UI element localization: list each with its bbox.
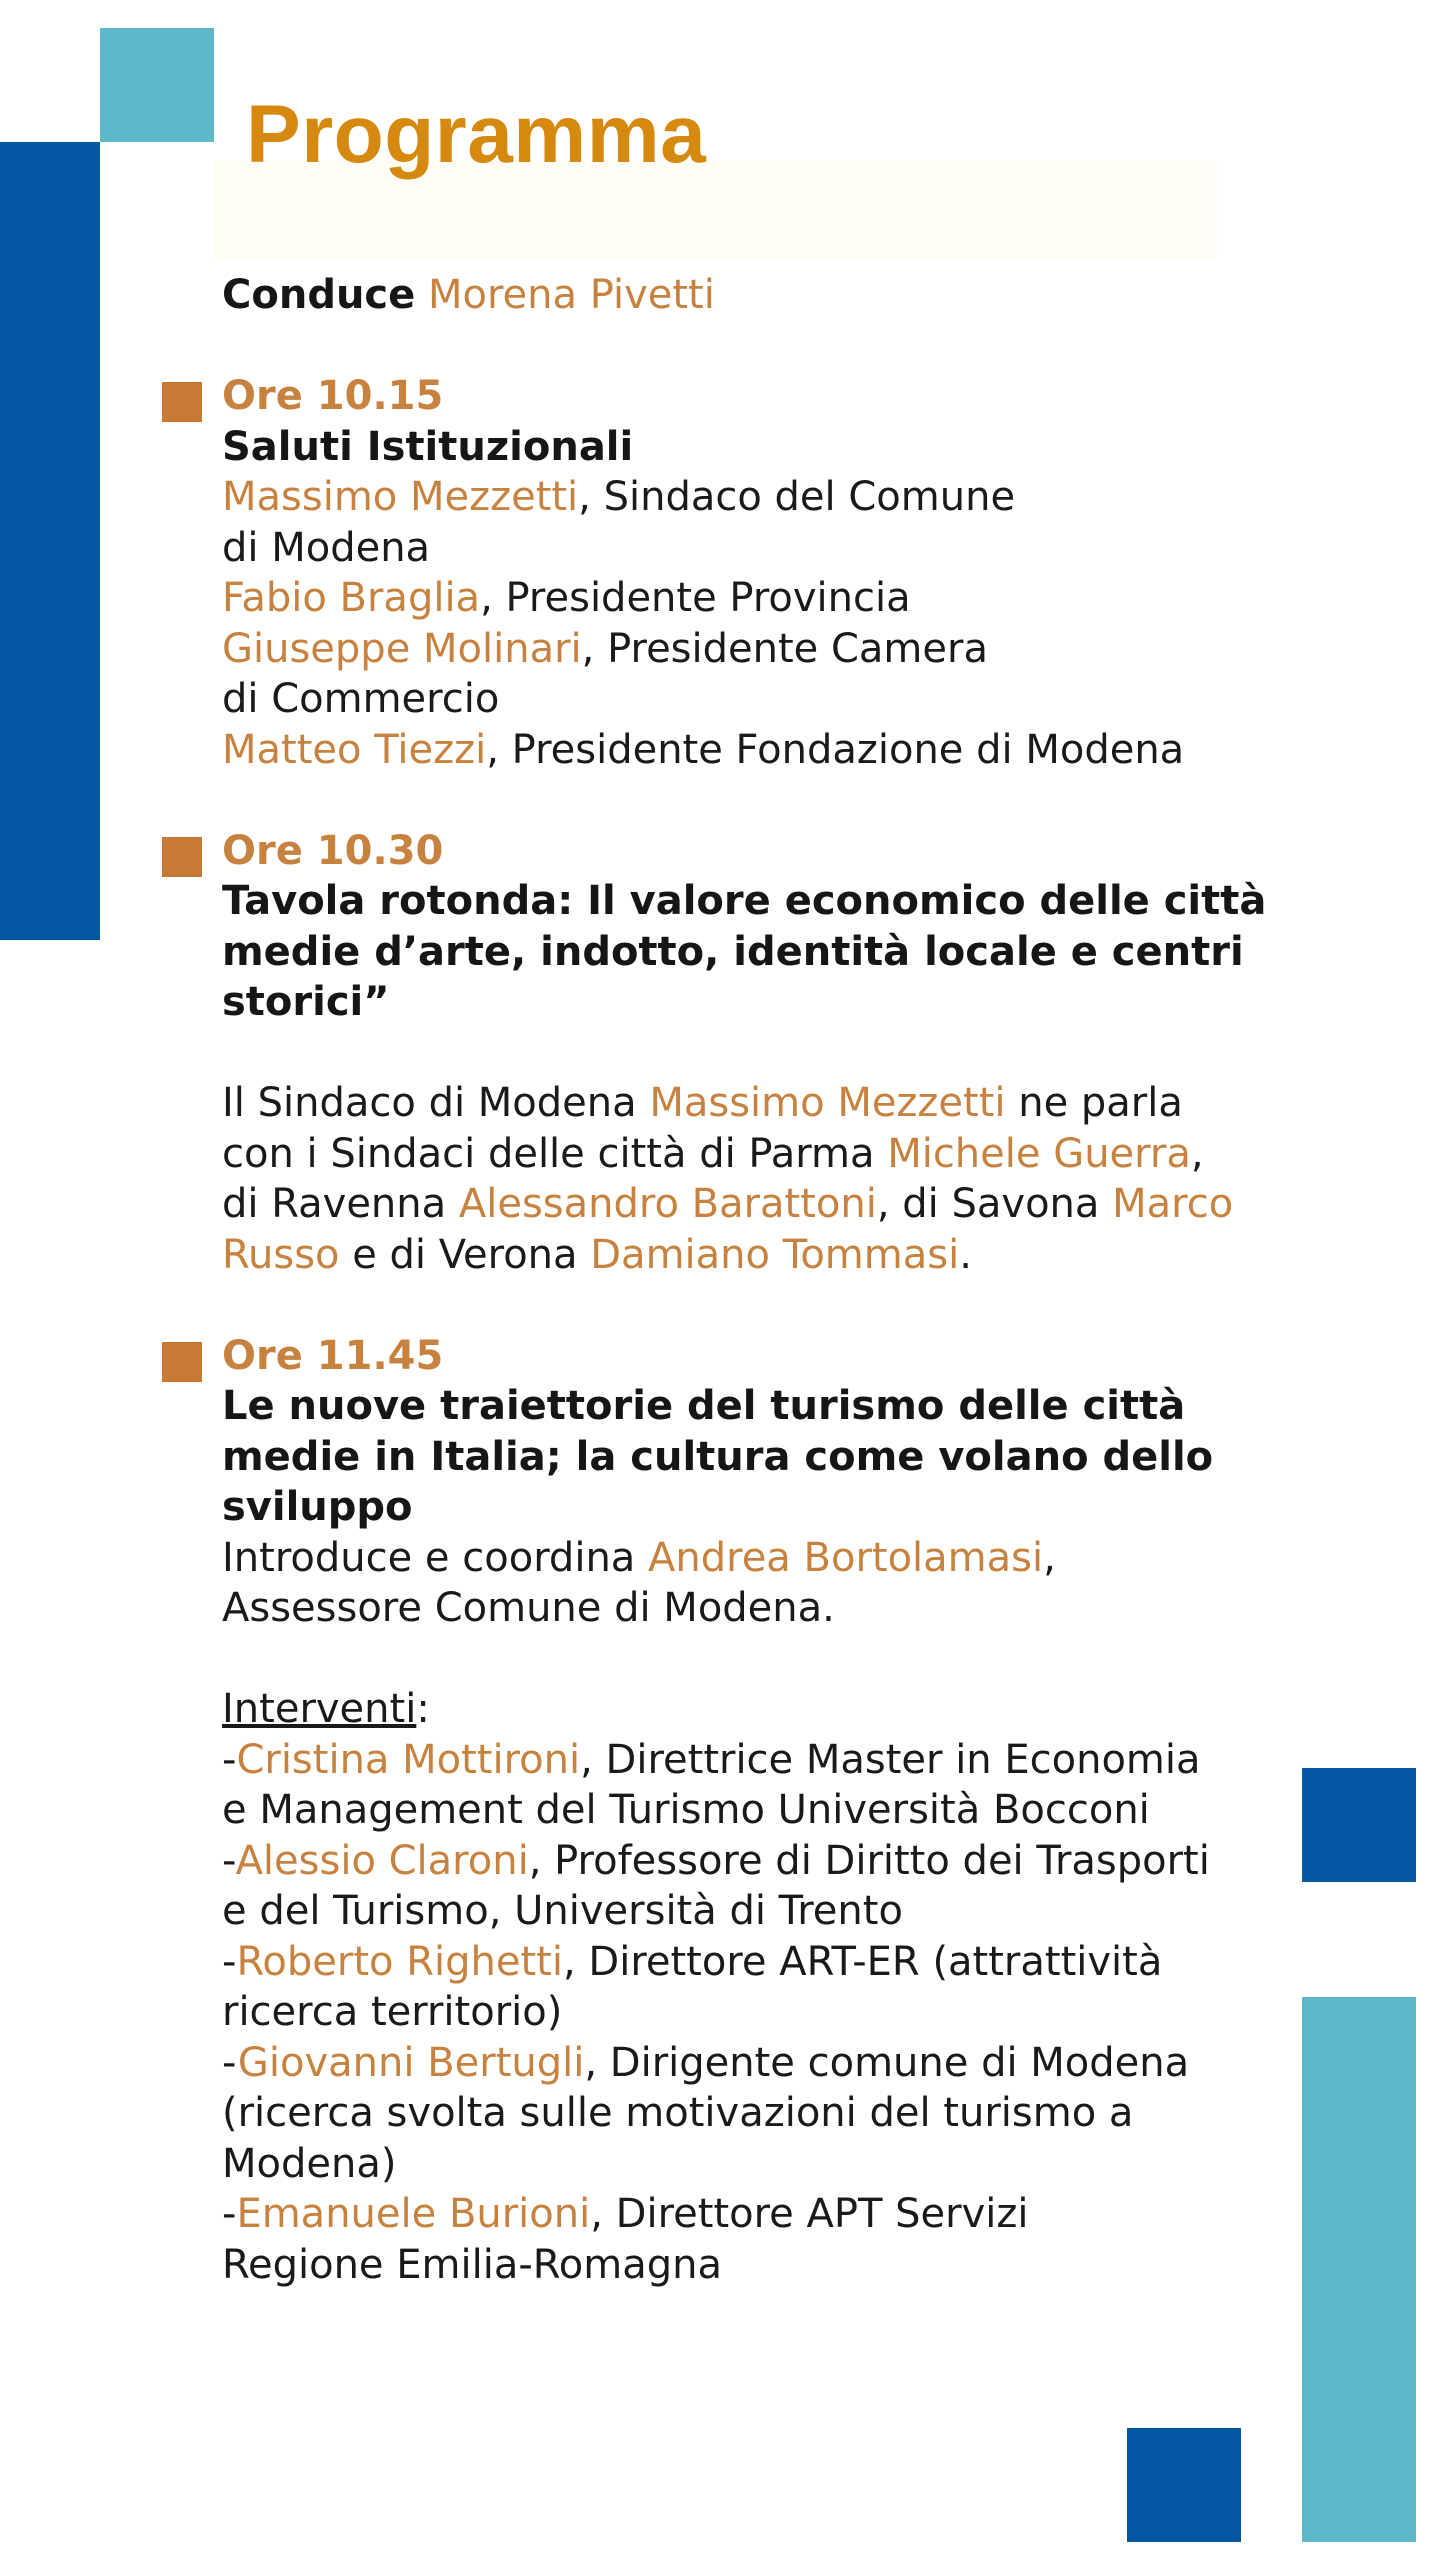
line-text: , Presidente Provincia <box>480 575 911 621</box>
person-name: Emanuele Burioni <box>236 2191 591 2237</box>
line-text: - <box>222 2191 237 2237</box>
line-text: Regione Emilia-Romagna <box>222 2241 722 2288</box>
line-text: - <box>222 1938 237 1985</box>
person-name: Marco <box>1112 1181 1234 1227</box>
section-time: Ore 11.45 <box>222 1332 444 1379</box>
line-text: , Dirigente comune di Modena <box>584 2039 1190 2086</box>
section-line <box>222 1684 1332 1735</box>
section-line <box>222 1886 1332 1937</box>
line-text: e Management del Turismo Università Bocconi <box>222 1787 1150 1833</box>
line-text: e del Turismo, Università di Trento <box>222 1888 903 1934</box>
person-name: Michele Guerra <box>887 1130 1191 1177</box>
line-text: ne parla <box>1005 1080 1183 1126</box>
line-text: , Direttrice Master in Economia <box>580 1736 1201 1783</box>
line-text: Modena) <box>222 2140 397 2187</box>
section-line <box>222 1634 1332 1685</box>
section-line <box>222 1836 1332 1887</box>
section-line <box>222 2088 1332 2139</box>
section-heading: medie in Italia; la cultura come volano dello <box>222 1433 1214 1480</box>
person-name: Giuseppe Molinari <box>222 625 582 672</box>
section-line <box>222 2038 1332 2089</box>
section-line <box>222 1078 1332 1129</box>
section-line <box>222 624 1332 675</box>
line-text: , Professore di Diritto dei Trasporti <box>528 1837 1210 1884</box>
program-section <box>222 1331 1332 2291</box>
line-text: Il Sindaco di Modena <box>222 1080 650 1126</box>
blue-bar-left <box>0 142 100 940</box>
program-sections <box>222 371 1332 2290</box>
square-bullet-icon <box>162 1342 202 1382</box>
section-line <box>222 1735 1332 1786</box>
conduce-name: Morena Pivetti <box>427 272 715 318</box>
section-line <box>222 2189 1332 2240</box>
line-text: , Presidente Fondazione di Modena <box>486 726 1185 773</box>
section-line <box>222 1028 1332 1079</box>
person-name: Cristina Mottironi <box>236 1736 581 1783</box>
person-name: Alessandro Barattoni <box>458 1181 877 1227</box>
line-text: , Presidente Camera <box>581 625 988 672</box>
page-title: Programma <box>246 89 707 180</box>
section-heading: medie d’arte, indotto, identità locale e centri <box>222 928 1244 975</box>
section-line <box>222 1937 1332 1988</box>
section-line <box>222 1987 1332 2038</box>
line-text: , <box>1043 1534 1056 1581</box>
line-text: : <box>416 1686 430 1732</box>
line-text: di Ravenna <box>222 1181 459 1227</box>
conduce-line <box>222 270 1332 321</box>
section-time: Ore 10.15 <box>222 373 444 419</box>
person-name: Roberto Righetti <box>236 1938 563 1985</box>
section-line <box>222 573 1332 624</box>
section-line <box>222 1533 1332 1584</box>
person-name: Matteo Tiezzi <box>222 726 487 773</box>
line-text: - <box>222 1736 237 1783</box>
line-text: . <box>959 1231 972 1278</box>
section-line <box>222 1230 1332 1281</box>
line-text: ricerca territorio) <box>222 1989 563 2035</box>
square-bullet-icon <box>162 837 202 877</box>
line-text: , <box>1190 1130 1204 1177</box>
line-text: Assessore Comune di Modena. <box>222 1585 835 1631</box>
section-line <box>222 1583 1332 1634</box>
section-line <box>222 1785 1332 1836</box>
section-line <box>222 523 1332 574</box>
teal-square-top-left <box>100 28 214 142</box>
line-text: , Sindaco del Comune <box>578 474 1016 520</box>
line-text: Introduce e coordina <box>222 1534 649 1581</box>
section-line <box>222 674 1332 725</box>
line-text: e di Verona <box>339 1231 591 1278</box>
program-content <box>222 270 1332 2290</box>
section-heading: Saluti Istituzionali <box>222 423 634 470</box>
section-time: Ore 10.30 <box>222 827 444 874</box>
line-text: con i Sindaci delle città di Parma <box>222 1130 888 1177</box>
line-text: , Direttore ART-ER (attrattività <box>562 1938 1163 1985</box>
section-heading: Tavola rotonda: Il valore economico delle città <box>222 878 1267 924</box>
line-text: di Modena <box>222 524 431 571</box>
person-name: Massimo Mezzetti <box>649 1080 1006 1126</box>
line-text: , Direttore APT Servizi <box>590 2191 1029 2237</box>
line-text: , di Savona <box>876 1181 1113 1227</box>
person-name: Giovanni Bertugli <box>237 2039 585 2086</box>
section-line <box>222 2240 1332 2291</box>
section-line <box>222 725 1332 776</box>
section-heading: Le nuove traiettorie del turismo delle città <box>222 1383 1186 1429</box>
line-text: di Commercio <box>222 676 500 722</box>
section-heading: storici” <box>222 979 390 1025</box>
section-line <box>222 1179 1332 1230</box>
section-line <box>222 472 1332 523</box>
section-line <box>222 1129 1332 1180</box>
line-text: (ricerca svolta sulle motivazioni del turismo a <box>222 2090 1134 2136</box>
interventi-label: Interventi <box>222 1686 417 1732</box>
person-name: Russo <box>222 1231 340 1278</box>
section-line <box>222 2139 1332 2190</box>
person-name: Damiano Tommasi <box>590 1231 960 1278</box>
person-name: Andrea Bortolamasi <box>648 1534 1044 1581</box>
person-name: Alessio Claroni <box>235 1837 529 1884</box>
section-heading: sviluppo <box>222 1484 413 1530</box>
program-section <box>222 826 1332 1281</box>
program-section <box>222 371 1332 775</box>
person-name: Massimo Mezzetti <box>222 474 579 520</box>
blue-square-bottom <box>1127 2428 1241 2542</box>
conduce-label: Conduce <box>222 272 416 318</box>
line-text: - <box>222 2039 238 2086</box>
person-name: Fabio Braglia <box>222 575 481 621</box>
square-bullet-icon <box>162 382 202 422</box>
line-text: - <box>222 1837 236 1884</box>
